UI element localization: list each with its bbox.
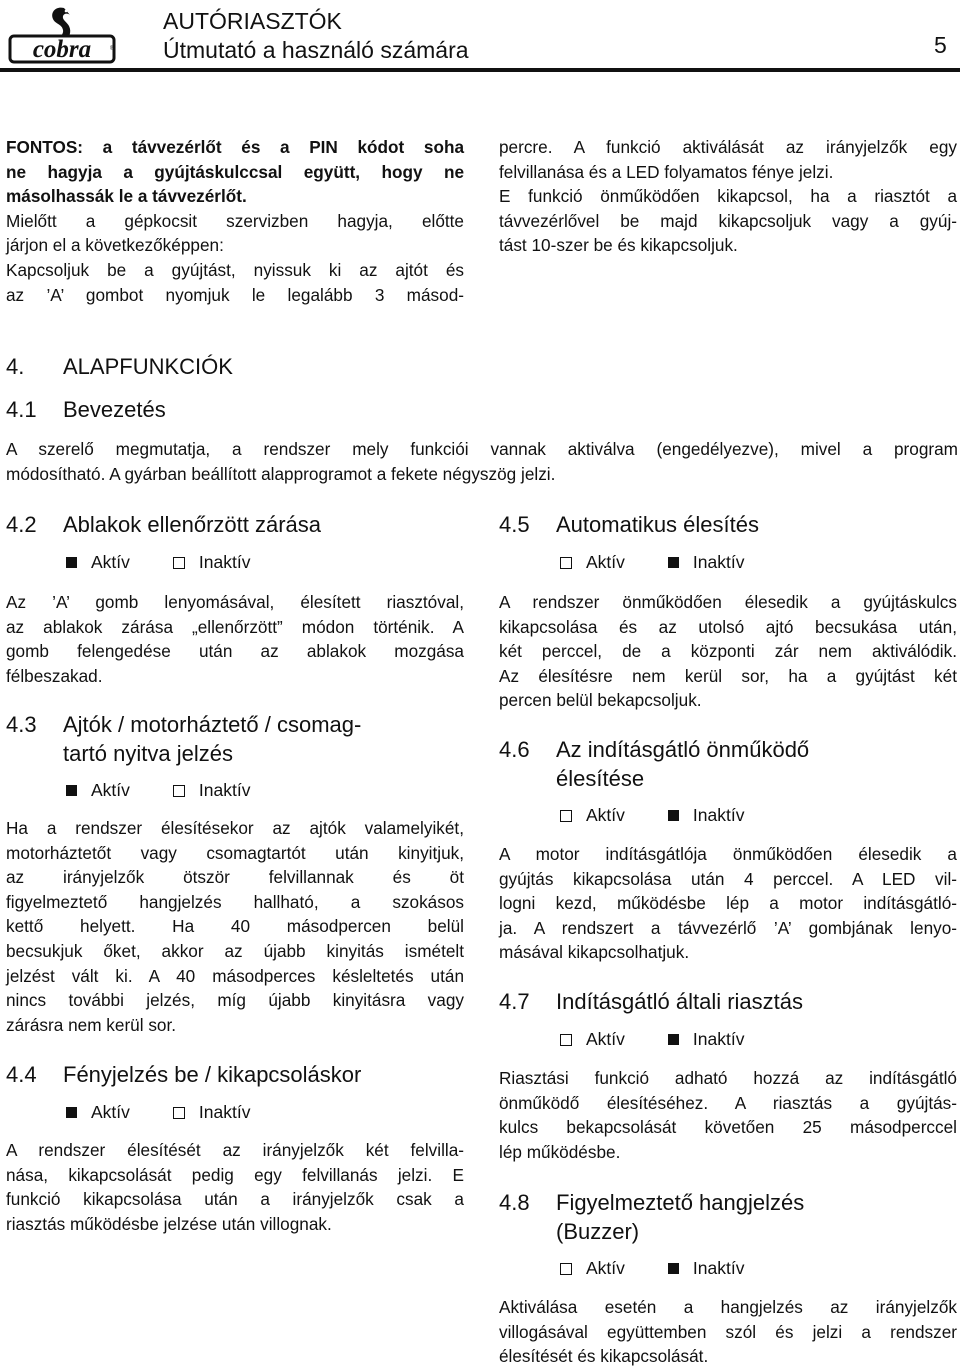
filled-square-icon [66,785,77,796]
intro-text-line: távvezérlővel be majd kikapcsoljuk vagy a gyúj- [499,210,957,231]
filled-square-icon [668,557,679,568]
body-line: lép működésbe. [499,1141,621,1162]
header-title-line2: Útmutató a használó számára [163,37,469,63]
intro-warning-line: másolhassák le a távvezérlőt. [6,186,247,207]
body-line: zárásra nem kerül sor. [6,1014,177,1035]
body-line: riasztás működésbe jelzése után villognak. [6,1213,332,1234]
inactive-label: Inaktív [692,805,745,825]
section-4-3-heading [6,710,361,768]
filled-square-icon [66,557,77,568]
section-title-line1: Figyelmeztető hangjelzés [556,1190,805,1215]
inactive-label: Inaktív [692,1258,745,1278]
cobra-logo [6,2,118,66]
header-rule [0,68,960,72]
inactive-label: Inaktív [692,552,745,572]
section-4-4-setting [66,1102,250,1123]
section-4-4-body [6,1138,464,1236]
section-4-6-heading [499,735,809,793]
section-title: Fényjelzés be / kikapcsoláskor [63,1062,362,1087]
active-label: Aktív [91,1102,130,1122]
body-line: Aktiválása esetén a hangjelzés az irányjelzők [499,1297,957,1317]
section-title-line1: Ajtók / motorháztető / csomag- [63,712,362,737]
section-4-5-heading [499,510,759,539]
body-line: az ablakok zárása „ellenőrzött” módon történik. A [6,616,464,637]
intro-text-line: járjon el a következőképpen: [6,235,224,256]
body-line: kikapcsolása és az utolsó ajtó becsukása után, [499,616,957,637]
body-line: nincs további jelzés, míg újabb kinyitásra vagy [6,990,464,1011]
intro-text-line: Mielőtt a gépkocsit szervizben hagyja, előtte [6,210,464,231]
section-4-6-body [499,842,957,965]
active-label: Aktív [586,552,625,572]
section-4-5-body [499,590,957,713]
body-line: A motor indításgátlója önműködően élesedik a [499,844,957,864]
header-title-line1: AUTÓRIASZTÓK [163,8,342,34]
section-4-7-body [499,1066,957,1164]
body-line: nása, kikapcsolását pedig egy felvillanás jelzi. E [6,1164,464,1185]
section-4-2-body [6,590,464,688]
body-line: Ha a rendszer élesítésekor az ajtók valamelyikét, [6,818,464,838]
inactive-label: Inaktív [198,552,251,572]
active-label: Aktív [91,780,130,800]
section-4-1-heading [6,395,166,424]
body-line: becsukjuk őket, akkor az újabb kinyitás ismételt [6,940,464,961]
filled-square-icon [668,1263,679,1274]
active-label: Aktív [586,805,625,825]
section-number: 4.8 [499,1190,530,1215]
empty-square-icon [560,1263,572,1275]
intro-text-line: percre. A funkció aktiválását az irányjelzők egy [499,137,957,157]
svg-text:®: ® [110,46,115,52]
body-line: az irányjelzők ötször felvillannak és öt [6,867,464,888]
intro-left [6,135,464,307]
body-line: motorháztetőt vagy csomagtartót után kinyitjuk, [6,842,464,863]
filled-square-icon [66,1107,77,1118]
body-line: Riasztási funkció adható hozzá az indításgátló [499,1068,957,1088]
section-number: 4.5 [499,512,530,537]
body-line: módosítható. A gyárban beállított alapprogramot a fekete négyszög jelzi. [6,463,556,484]
empty-square-icon [560,557,572,569]
section-4-7-heading [499,987,803,1016]
filled-square-icon [668,1034,679,1045]
intro-text-line: Kapcsoljuk be a gyújtást, nyissuk ki az ajtót és [6,259,464,280]
section-4-2-setting [66,552,250,573]
body-line: A szerelő megmutatja, a rendszer mely funkciói vannak aktiválva (engedélyezve), mivel a program [6,439,958,459]
body-line: funkció kikapcsolása után a irányjelzők csak a [6,1189,464,1210]
body-line: kulcs bekapcsolását követően 25 másodperccel [499,1117,957,1138]
section-number: 4.7 [499,989,530,1014]
section-title-line1: Az indításgátló önműködő [556,737,810,762]
section-4-8-body [499,1295,957,1369]
section-title: Indításgátló általi riasztás [556,989,804,1014]
intro-text-line: az ’A’ gombot nyomjuk le legalább 3 másod- [6,284,464,305]
body-line: jelzést vált ki. A 40 másodperces késleltetés után [6,965,464,986]
empty-square-icon [173,557,185,569]
section-4-3-body [6,816,464,1037]
section-4-3-setting [66,780,250,801]
section-4-6-setting [560,805,744,826]
body-line: kettő helyett. Ha 40 másodpercen belül [6,916,464,937]
section-4-8-setting [560,1258,744,1279]
body-line: Az ’A’ gomb lenyomásával, élesített riasztóval, [6,592,464,612]
section-4-2-heading [6,510,321,539]
body-line: gyújtás kikapcsolása után 4 perccel. A LED vil- [499,868,957,889]
section-number: 4.3 [6,712,37,737]
empty-square-icon [173,1107,185,1119]
chapter-number: 4. [6,354,25,379]
svg-text:cobra: cobra [32,36,92,63]
section-title-line2: élesítése [556,766,645,791]
intro-warning-line: ne hagyja a gyújtáskulccsal együtt, hogy ne [6,161,464,182]
section-title-line2: (Buzzer) [556,1219,640,1244]
body-line: két perccel, de a központi zár nem aktiválódik. [499,641,957,662]
inactive-label: Inaktív [692,1029,745,1049]
section-4-5-setting [560,552,744,573]
body-line: A rendszer élesítését az irányjelzők két felvilla- [6,1140,464,1160]
page-number: 5 [934,32,947,58]
body-line: logni kezd, működésbe lép a motor indításgátló- [499,893,957,914]
section-number: 4.1 [6,397,37,422]
intro-right [499,135,957,258]
body-line: másával kikapcsolhatjuk. [499,942,690,963]
empty-square-icon [560,810,572,822]
active-label: Aktív [586,1029,625,1049]
body-line: önműködő élesítéséhez. A riasztás a gyújtás- [499,1092,957,1113]
intro-text-line: tást 10-szer be és kikapcsoljuk. [499,235,738,256]
body-line: félbeszakad. [6,665,103,686]
section-number: 4.2 [6,512,37,537]
inactive-label: Inaktív [198,1102,251,1122]
section-number: 4.4 [6,1062,37,1087]
active-label: Aktív [91,552,130,572]
section-title: Automatikus élesítés [556,512,759,537]
body-line: villogásával együttemben szól és jelzi a rendszer [499,1321,957,1342]
body-line: élesítését és kikapcsolását. [499,1346,709,1367]
filled-square-icon [668,810,679,821]
body-line: A rendszer önműködően élesedik a gyújtáskulcs [499,592,957,612]
section-number: 4.6 [499,737,530,762]
section-4-4-heading [6,1060,361,1089]
inactive-label: Inaktív [198,780,251,800]
section-4-7-setting [560,1029,744,1050]
intro-text-line: felvillanása és a LED folyamatos fénye jelzi. [499,161,834,182]
section-title-line2: tartó nyitva jelzés [63,741,233,766]
empty-square-icon [560,1034,572,1046]
body-line: Az élesítésre nem kerül sor, ha a gyújtást két [499,665,957,686]
empty-square-icon [173,785,185,797]
body-line: percen belül bekapcsoljuk. [499,690,702,711]
body-line: figyelmeztető hangjelzés hallható, a szokásos [6,891,464,912]
section-title: Ablakok ellenőrzött zárása [63,512,322,537]
chapter-heading [6,352,233,381]
section-4-1-body [6,437,958,486]
intro-text-line: E funkció önműködően kikapcsol, ha a riasztót a [499,186,957,207]
body-line: gomb felengedése után az ablakok mozgása [6,641,464,662]
intro-warning-line: FONTOS: a távvezérlőt és a PIN kódot soha [6,137,464,157]
section-4-8-heading [499,1188,804,1246]
body-line: ja. A rendszert a távvezérlő ’A’ gombjának lenyo- [499,917,957,938]
active-label: Aktív [586,1258,625,1278]
section-title: Bevezetés [63,397,166,422]
chapter-title: ALAPFUNKCIÓK [63,354,233,379]
